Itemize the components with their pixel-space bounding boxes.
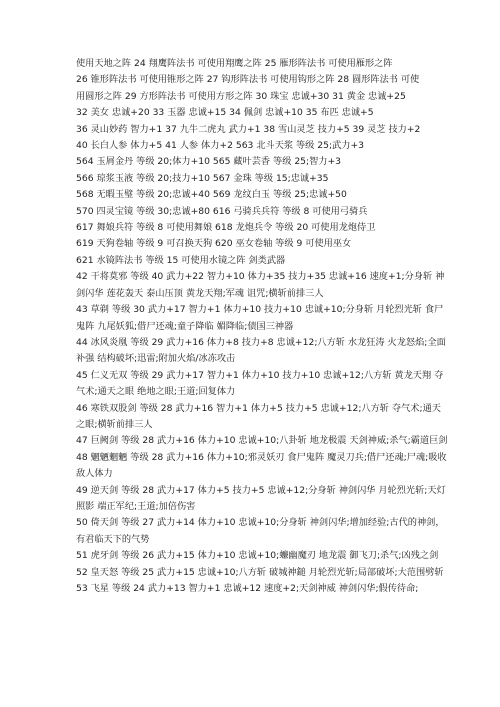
text-line: 42 干将莫邪 等级 40 武力+22 智力+10 体力+35 技力+35 忠诚+16 速度+1;分身斩 神剑闪华 莲花轰天 泰山压顶 黄龙天翔;军魂 诅咒;横斩前排三人 <box>76 271 445 299</box>
text-line: 44 冰风炎凰 等级 29 武力+16 体力+8 技力+8 忠诚+12;八方斩 水龙狂涛 火龙怒焰;全面补强 结构破坏;迅雷;附加火焰/冰冻攻击 <box>76 336 446 365</box>
text-line: 50 倚天剑 等级 27 武力+14 体力+10 忠诚+10;分身斩 神剑闪华;增加经验;古代的神剑，有君临天下的气势 <box>76 517 445 545</box>
text-line: 564 玉屑金丹 等级 20;体力+10 565 藏叶芸香 等级 25;智力+3 <box>76 156 342 168</box>
text-line: 26 锥形阵法书 可使用锥形之阵 27 钩形阵法书 可使用钩形之阵 28 圆形阵法书 可使 <box>76 74 420 86</box>
text-line: 570 四灵宝镜 等级 30;忠诚+80 616 弓骑兵兵符 等级 8 可使用弓骑兵 <box>76 205 368 217</box>
text-line: 用圆形之阵 29 方形阵法书 可使用方形之阵 30 珠宝 忠诚+30 31 黄金 忠诚+25 <box>76 90 406 102</box>
text-line: 49 逆天剑 等级 28 武力+17 体力+5 技力+5 忠诚+12;分身斩 神剑闪华 月轮烈光斩;天灯照影 端正军纪;王道;加倍伤害 <box>76 484 446 512</box>
text-line: 48 魍魉魍魉 等级 28 武力+16 体力+10;邪灵妖刃 食尸鬼阵 魔灵刀兵;借尸还魂;尸魂;吸收敌人体力 <box>76 451 447 480</box>
text-line: 619 天狗卷轴 等级 9 可召换天狗 620 巫女卷轴 等级 9 可使用巫女 <box>76 238 352 250</box>
text-line: 32 美女 忠诚+20 33 玉器 忠诚+15 34 佩剑 忠诚+10 35 布匹 忠诚+5 <box>76 107 374 119</box>
text-line: 使用天地之阵 24 翔鹰阵法书 可使用翔鹰之阵 25 雁形阵法书 可使用雁形之阵 <box>76 58 393 69</box>
text-line: 52 皇天怒 等级 25 武力+15 忠诚+10;八方斩 破城神鎚 月轮烈光斩;局部破坏;大范围劈斩 <box>76 566 444 578</box>
document-body <box>76 56 448 597</box>
text-line: 51 虎牙剑 等级 26 武力+15 体力+10 忠诚+10;蠊幽魔刃 地龙震 御飞刀;杀气;凶残之剑 <box>76 550 439 562</box>
text-line: 566 琼浆玉液 等级 20;技力+10 567 金珠 等级 15;忠诚+35 <box>76 172 329 184</box>
text-line: 46 寒铁双股剑 等级 28 武力+16 智力+1 体力+5 技力+5 忠诚+12;八方斩 夺气术;通天之眼;横斩前排三人 <box>76 402 441 430</box>
text-line: 45 仁义无双 等级 29 武力+17 智力+1 体力+10 技力+10 忠诚+12;八方斩 黄龙天翔 夺气术;通天之眼 绝地之眼;王道;回复体力 <box>76 369 444 398</box>
text-line: 36 灵山妙药 智力+1 37 九牛二虎丸 武力+1 38 雪山灵芝 技力+5 39 灵芝 技力+2 <box>76 123 421 135</box>
text-line: 47 巨阙剑 等级 28 武力+16 体力+10 忠诚+10;八卦斩 地龙极震 天剑神威;杀气;霸道巨剑 <box>76 435 448 447</box>
text-line: 568 无暇玉璧 等级 20;忠诚+40 569 龙纹白玉 等级 25;忠诚+50 <box>76 189 347 201</box>
text-line: 43 草剃 等级 30 武力+17 智力+1 体力+10 技力+10 忠诚+10;分身斩 月轮烈光斩 食尸鬼阵 九尾妖狐;借尸还魂;童子降临 媚降临;债国三神器 <box>76 304 444 332</box>
text-line: 53 飞星 等级 24 武力+13 智力+1 忠诚+12 速度+2;天剑神威 神剑闪华;假传待命; <box>76 583 419 594</box>
text-line: 40 长白人参 体力+5 41 人参 体力+2 563 北斗天浆 等级 25;武力+3 <box>76 140 364 152</box>
text-line: 621 水镜阵法书 等级 15 可使用水镜之阵 剑类武器 <box>76 254 286 266</box>
text-line: 617 舞娘兵符 等级 8 可使用舞娘 618 龙炮兵令 等级 20 可使用龙炮侍卫 <box>76 222 376 234</box>
